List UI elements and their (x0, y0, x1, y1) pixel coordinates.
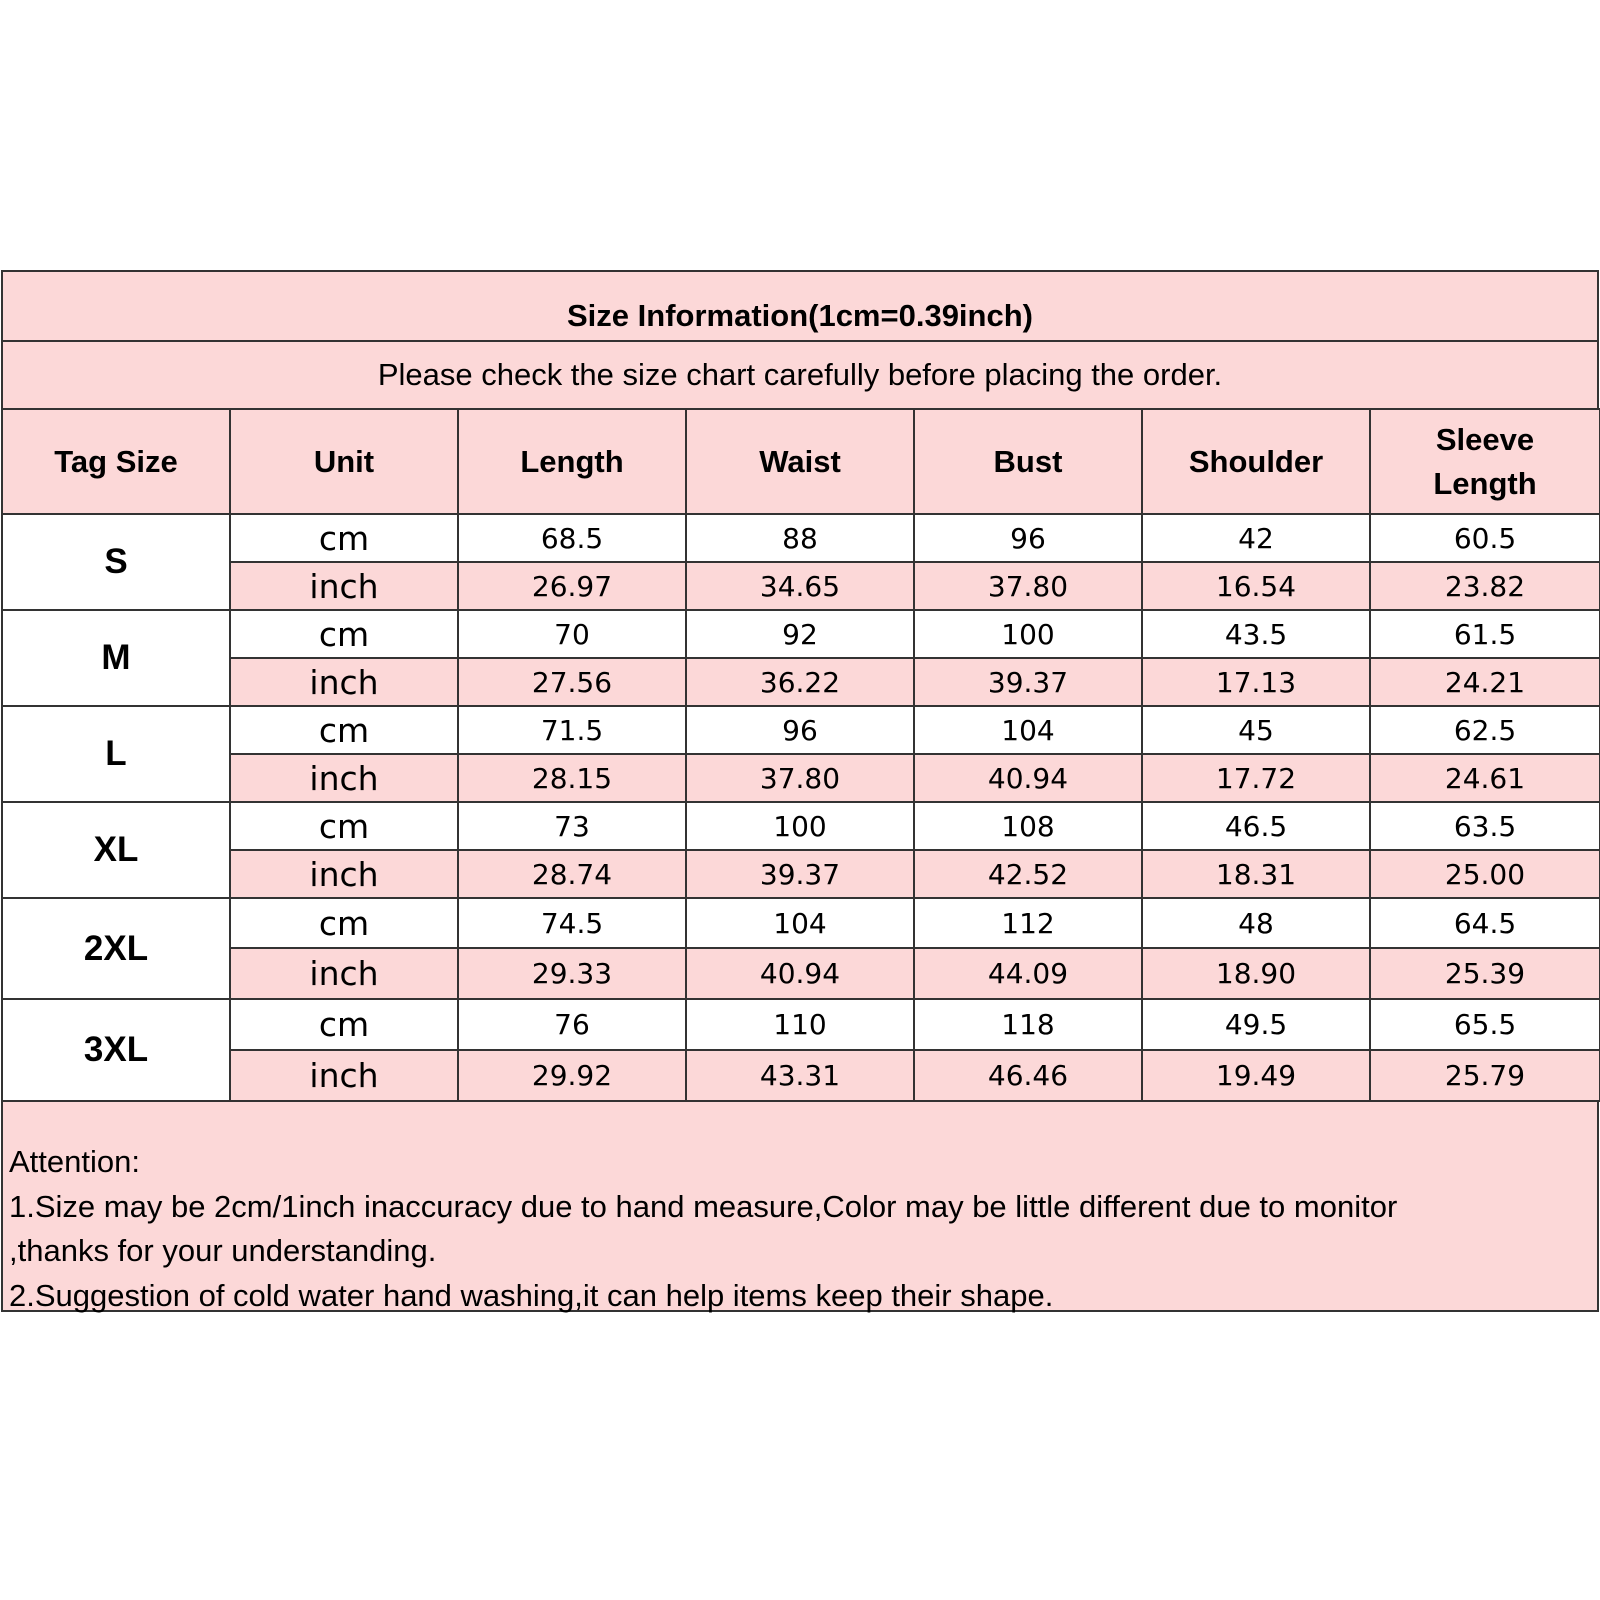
measurement-cell: 100 (914, 610, 1142, 658)
unit-cell: cm (230, 706, 458, 754)
measurement-cell: 29.33 (458, 948, 686, 999)
measurement-cell: 118 (914, 999, 1142, 1050)
measurement-cell: 17.13 (1142, 658, 1370, 706)
table-row (2, 1050, 1600, 1101)
measurement-cell: 37.80 (914, 562, 1142, 610)
size-table-body (2, 514, 1600, 1101)
attention-notes (1, 1102, 1599, 1312)
table-row (2, 562, 1600, 610)
measurement-cell: 25.39 (1370, 948, 1600, 999)
measurement-cell: 29.92 (458, 1050, 686, 1101)
measurement-cell: 112 (914, 898, 1142, 948)
measurement-cell: 45 (1142, 706, 1370, 754)
table-row (2, 658, 1600, 706)
table-row (2, 999, 1600, 1050)
measurement-cell: 100 (686, 802, 914, 850)
table-row (2, 514, 1600, 562)
measurement-cell: 16.54 (1142, 562, 1370, 610)
measurement-cell: 46.46 (914, 1050, 1142, 1101)
measurement-cell: 96 (914, 514, 1142, 562)
measurement-cell: 61.5 (1370, 610, 1600, 658)
table-row (2, 706, 1600, 754)
measurement-cell: 96 (686, 706, 914, 754)
measurement-cell: 18.31 (1142, 850, 1370, 898)
note-line-1-continued: ,thanks for your understanding. (9, 1233, 437, 1268)
chart-subtitle: Please check the size chart carefully before placing the order. (1, 340, 1599, 408)
header-shoulder: Shoulder (1142, 409, 1370, 514)
header-unit: Unit (230, 409, 458, 514)
notes-heading: Attention: (9, 1144, 140, 1179)
measurement-cell: 70 (458, 610, 686, 658)
unit-cell: inch (230, 658, 458, 706)
note-line-2: 2.Suggestion of cold water hand washing,it can help items keep their shape. (9, 1277, 1054, 1313)
measurement-cell: 88 (686, 514, 914, 562)
header-tag-size: Tag Size (2, 409, 230, 514)
unit-cell: cm (230, 898, 458, 948)
measurement-cell: 19.49 (1142, 1050, 1370, 1101)
tag-size-cell: 2XL (2, 898, 230, 999)
header-row (2, 409, 1600, 514)
measurement-cell: 39.37 (914, 658, 1142, 706)
measurement-cell: 24.61 (1370, 754, 1600, 802)
size-table (1, 408, 1600, 1102)
measurement-cell: 17.72 (1142, 754, 1370, 802)
measurement-cell: 40.94 (914, 754, 1142, 802)
measurement-cell: 63.5 (1370, 802, 1600, 850)
measurement-cell: 108 (914, 802, 1142, 850)
header-waist: Waist (686, 409, 914, 514)
measurement-cell: 28.15 (458, 754, 686, 802)
tag-size-cell: XL (2, 802, 230, 898)
measurement-cell: 48 (1142, 898, 1370, 948)
table-row (2, 610, 1600, 658)
unit-cell: inch (230, 754, 458, 802)
measurement-cell: 74.5 (458, 898, 686, 948)
measurement-cell: 23.82 (1370, 562, 1600, 610)
measurement-cell: 73 (458, 802, 686, 850)
measurement-cell: 110 (686, 999, 914, 1050)
measurement-cell: 49.5 (1142, 999, 1370, 1050)
measurement-cell: 40.94 (686, 948, 914, 999)
unit-cell: cm (230, 802, 458, 850)
measurement-cell: 24.21 (1370, 658, 1600, 706)
unit-cell: cm (230, 999, 458, 1050)
measurement-cell: 43.5 (1142, 610, 1370, 658)
measurement-cell: 44.09 (914, 948, 1142, 999)
unit-cell: inch (230, 1050, 458, 1101)
measurement-cell: 37.80 (686, 754, 914, 802)
measurement-cell: 18.90 (1142, 948, 1370, 999)
measurement-cell: 104 (686, 898, 914, 948)
unit-cell: cm (230, 514, 458, 562)
tag-size-cell: 3XL (2, 999, 230, 1101)
measurement-cell: 71.5 (458, 706, 686, 754)
note-line-1: 1.Size may be 2cm/1inch inaccuracy due to hand measure,Color may be little different due to monitor (9, 1188, 1398, 1224)
table-row (2, 754, 1600, 802)
header-sleeve-length: Sleeve Length (1370, 409, 1600, 514)
measurement-cell: 39.37 (686, 850, 914, 898)
measurement-cell: 46.5 (1142, 802, 1370, 850)
tag-size-cell: M (2, 610, 230, 706)
table-row (2, 802, 1600, 850)
size-chart (1, 270, 1599, 1312)
header-length: Length (458, 409, 686, 514)
measurement-cell: 92 (686, 610, 914, 658)
measurement-cell: 27.56 (458, 658, 686, 706)
measurement-cell: 25.00 (1370, 850, 1600, 898)
measurement-cell: 36.22 (686, 658, 914, 706)
measurement-cell: 64.5 (1370, 898, 1600, 948)
tag-size-cell: S (2, 514, 230, 610)
measurement-cell: 42 (1142, 514, 1370, 562)
unit-cell: inch (230, 850, 458, 898)
measurement-cell: 65.5 (1370, 999, 1600, 1050)
measurement-cell: 25.79 (1370, 1050, 1600, 1101)
measurement-cell: 34.65 (686, 562, 914, 610)
unit-cell: inch (230, 948, 458, 999)
measurement-cell: 62.5 (1370, 706, 1600, 754)
measurement-cell: 26.97 (458, 562, 686, 610)
measurement-cell: 28.74 (458, 850, 686, 898)
measurement-cell: 43.31 (686, 1050, 914, 1101)
unit-cell: inch (230, 562, 458, 610)
chart-title: Size Information(1cm=0.39inch) (1, 270, 1599, 340)
measurement-cell: 60.5 (1370, 514, 1600, 562)
header-bust: Bust (914, 409, 1142, 514)
table-row (2, 898, 1600, 948)
measurement-cell: 42.52 (914, 850, 1142, 898)
tag-size-cell: L (2, 706, 230, 802)
table-row (2, 850, 1600, 898)
unit-cell: cm (230, 610, 458, 658)
table-row (2, 948, 1600, 999)
measurement-cell: 104 (914, 706, 1142, 754)
measurement-cell: 68.5 (458, 514, 686, 562)
measurement-cell: 76 (458, 999, 686, 1050)
